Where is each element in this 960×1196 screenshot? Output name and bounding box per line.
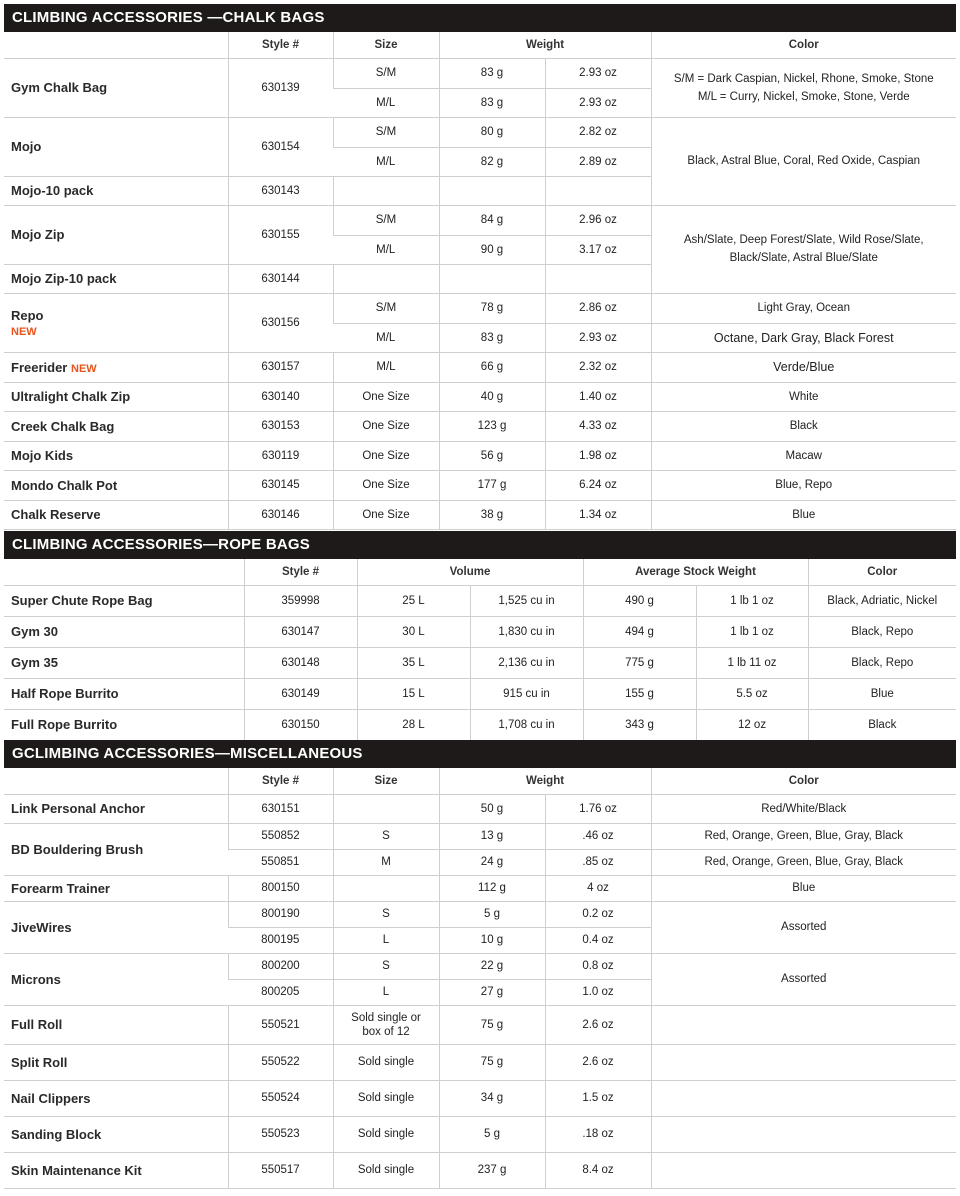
color-cell: Red, Orange, Green, Blue, Gray, Black xyxy=(651,823,956,849)
weight-grams: 5 g xyxy=(439,901,545,927)
weight-grams: 494 g xyxy=(583,616,696,647)
weight-grams: 50 g xyxy=(439,794,545,823)
weight-grams: 80 g xyxy=(439,117,545,147)
color-cell: Black xyxy=(808,709,956,740)
color-cell: Black, Repo xyxy=(808,616,956,647)
style-number: 550523 xyxy=(228,1116,333,1152)
weight-grams: 155 g xyxy=(583,678,696,709)
product-name-cell xyxy=(4,352,228,382)
weight-grams: 490 g xyxy=(583,585,696,616)
style-number: 630153 xyxy=(228,411,333,441)
size: S/M xyxy=(333,205,439,235)
header-volume: Volume xyxy=(357,559,583,585)
style-number: 550521 xyxy=(228,1005,333,1044)
weight-ounces: .46 oz xyxy=(545,823,651,849)
product-name: Link Personal Anchor xyxy=(4,794,228,823)
weight-grams xyxy=(439,264,545,293)
color-line: Black/Slate, Astral Blue/Slate xyxy=(729,252,878,264)
header-style: Style # xyxy=(228,32,333,58)
weight-grams: 177 g xyxy=(439,470,545,500)
color-cell: Macaw xyxy=(651,441,956,470)
product-name: Skin Maintenance Kit xyxy=(4,1152,228,1188)
color-cell: Assorted xyxy=(651,953,956,1005)
weight-grams: 24 g xyxy=(439,849,545,875)
header-size: Size xyxy=(333,32,439,58)
table-row xyxy=(4,1080,956,1116)
weight-grams: 78 g xyxy=(439,293,545,323)
weight-ounces: 4 oz xyxy=(545,875,651,901)
weight-grams: 38 g xyxy=(439,500,545,529)
weight-ounces: 2.89 oz xyxy=(545,147,651,176)
size: S/M xyxy=(333,58,439,88)
weight-grams: 237 g xyxy=(439,1152,545,1188)
table-row xyxy=(4,953,956,979)
table-header-row xyxy=(4,559,956,585)
product-name: Half Rope Burrito xyxy=(4,678,244,709)
table-row xyxy=(4,647,956,678)
header-weight: Weight xyxy=(439,32,651,58)
style-number: 630144 xyxy=(228,264,333,293)
header-size: Size xyxy=(333,768,439,794)
table-row xyxy=(4,585,956,616)
style-number: 630149 xyxy=(244,678,357,709)
weight-ounces: 2.6 oz xyxy=(545,1044,651,1080)
misc-section xyxy=(4,740,956,1189)
color-line: M/L = Curry, Nickel, Smoke, Stone, Verde xyxy=(697,90,910,103)
style-number: 550522 xyxy=(228,1044,333,1080)
size: S xyxy=(333,823,439,849)
product-name: Mojo Kids xyxy=(4,441,228,470)
color-cell: Light Gray, Ocean xyxy=(651,293,956,323)
header-color: Color xyxy=(651,768,956,794)
weight-ounces: 2.82 oz xyxy=(545,117,651,147)
weight-ounces: 2.93 oz xyxy=(545,58,651,88)
style-number: 800205 xyxy=(228,979,333,1005)
table-row xyxy=(4,293,956,323)
product-name: Gym Chalk Bag xyxy=(4,58,228,117)
weight-grams: 83 g xyxy=(439,88,545,117)
weight-ounces: 6.24 oz xyxy=(545,470,651,500)
weight-ounces: 1.34 oz xyxy=(545,500,651,529)
weight-grams: 56 g xyxy=(439,441,545,470)
size-line: Sold single or xyxy=(351,1011,421,1024)
weight-ounces: 1.0 oz xyxy=(545,979,651,1005)
weight-ounces: 0.2 oz xyxy=(545,901,651,927)
size: S/M xyxy=(333,293,439,323)
size: One Size xyxy=(333,441,439,470)
weight-ounces: 2.6 oz xyxy=(545,1005,651,1044)
product-name: Chalk Reserve xyxy=(4,500,228,529)
product-name: Mojo Zip xyxy=(4,205,228,264)
color-cell xyxy=(651,1152,956,1188)
header-color: Color xyxy=(808,559,956,585)
weight-ounces: 2.96 oz xyxy=(545,205,651,235)
style-number: 630154 xyxy=(228,117,333,176)
color-cell xyxy=(651,1044,956,1080)
style-number: 630140 xyxy=(228,382,333,411)
product-name: Nail Clippers xyxy=(4,1080,228,1116)
size: M/L xyxy=(333,323,439,352)
chalk-bags-section xyxy=(4,4,956,530)
weight-grams: 10 g xyxy=(439,927,545,953)
size xyxy=(333,176,439,205)
table-row xyxy=(4,1005,956,1044)
chalk-bags-table xyxy=(4,32,956,530)
size: Sold single xyxy=(333,1080,439,1116)
weight-ounces: 1.5 oz xyxy=(545,1080,651,1116)
product-name: Creek Chalk Bag xyxy=(4,411,228,441)
weight-ounces: 1.98 oz xyxy=(545,441,651,470)
style-number: 550524 xyxy=(228,1080,333,1116)
rope-bags-section xyxy=(4,531,956,741)
weight-grams: 5 g xyxy=(439,1116,545,1152)
weight-imperial: 1 lb 1 oz xyxy=(696,616,808,647)
new-badge: NEW xyxy=(11,325,37,338)
product-name: Mojo xyxy=(4,117,228,176)
volume-cubic-inches: 915 cu in xyxy=(470,678,583,709)
product-name: Mondo Chalk Pot xyxy=(4,470,228,500)
weight-grams: 343 g xyxy=(583,709,696,740)
weight-imperial: 12 oz xyxy=(696,709,808,740)
weight-imperial: 5.5 oz xyxy=(696,678,808,709)
size: L xyxy=(333,979,439,1005)
product-name: Full Roll xyxy=(4,1005,228,1044)
header-style: Style # xyxy=(228,768,333,794)
size: S xyxy=(333,953,439,979)
style-number: 630148 xyxy=(244,647,357,678)
header-style: Style # xyxy=(244,559,357,585)
weight-ounces: 0.4 oz xyxy=(545,927,651,953)
volume-liters: 15 L xyxy=(357,678,470,709)
table-row xyxy=(4,205,956,235)
table-row xyxy=(4,58,956,88)
table-row xyxy=(4,823,956,849)
product-name: Full Rope Burrito xyxy=(4,709,244,740)
style-number: 630143 xyxy=(228,176,333,205)
table-row xyxy=(4,500,956,529)
table-row xyxy=(4,382,956,411)
product-name: JiveWires xyxy=(4,901,228,953)
size: M/L xyxy=(333,352,439,382)
weight-grams: 82 g xyxy=(439,147,545,176)
header-product xyxy=(4,32,228,58)
table-row xyxy=(4,1152,956,1188)
weight-grams: 75 g xyxy=(439,1044,545,1080)
table-row xyxy=(4,411,956,441)
weight-imperial: 1 lb 1 oz xyxy=(696,585,808,616)
product-name: Ultralight Chalk Zip xyxy=(4,382,228,411)
style-number: 630119 xyxy=(228,441,333,470)
volume-liters: 28 L xyxy=(357,709,470,740)
color-cell: Black xyxy=(651,411,956,441)
color-cell: Assorted xyxy=(651,901,956,953)
weight-grams xyxy=(439,176,545,205)
size: S/M xyxy=(333,117,439,147)
color-cell xyxy=(651,58,956,117)
weight-ounces: .18 oz xyxy=(545,1116,651,1152)
weight-imperial: 1 lb 11 oz xyxy=(696,647,808,678)
style-number: 630156 xyxy=(228,293,333,352)
weight-ounces: 1.76 oz xyxy=(545,794,651,823)
style-number: 630147 xyxy=(244,616,357,647)
table-header-row xyxy=(4,768,956,794)
volume-liters: 35 L xyxy=(357,647,470,678)
table-row xyxy=(4,901,956,927)
weight-grams: 27 g xyxy=(439,979,545,1005)
color-cell xyxy=(651,1005,956,1044)
weight-ounces: 2.32 oz xyxy=(545,352,651,382)
volume-liters: 25 L xyxy=(357,585,470,616)
weight-ounces: 2.93 oz xyxy=(545,88,651,117)
style-number: 800195 xyxy=(228,927,333,953)
product-name: Forearm Trainer xyxy=(4,875,228,901)
weight-ounces xyxy=(545,176,651,205)
product-name: Gym 35 xyxy=(4,647,244,678)
table-row xyxy=(4,875,956,901)
color-cell: Red, Orange, Green, Blue, Gray, Black xyxy=(651,849,956,875)
product-name: Gym 30 xyxy=(4,616,244,647)
color-cell: Verde/Blue xyxy=(651,352,956,382)
rope-bags-table xyxy=(4,559,956,741)
header-weight: Weight xyxy=(439,768,651,794)
size: M/L xyxy=(333,147,439,176)
weight-ounces: 8.4 oz xyxy=(545,1152,651,1188)
product-name: Sanding Block xyxy=(4,1116,228,1152)
volume-cubic-inches: 2,136 cu in xyxy=(470,647,583,678)
weight-ounces: .85 oz xyxy=(545,849,651,875)
new-badge: NEW xyxy=(71,362,97,375)
weight-ounces: 1.40 oz xyxy=(545,382,651,411)
weight-grams: 83 g xyxy=(439,58,545,88)
product-name: Freerider xyxy=(11,359,68,375)
product-name-cell xyxy=(4,293,228,352)
weight-grams: 83 g xyxy=(439,323,545,352)
weight-ounces: 4.33 oz xyxy=(545,411,651,441)
product-name: BD Bouldering Brush xyxy=(4,823,228,875)
table-row xyxy=(4,616,956,647)
weight-grams: 90 g xyxy=(439,235,545,264)
size: Sold single xyxy=(333,1116,439,1152)
color-cell: Blue, Repo xyxy=(651,470,956,500)
color-cell: Black, Adriatic, Nickel xyxy=(808,585,956,616)
color-line: Ash/Slate, Deep Forest/Slate, Wild Rose/Slate, xyxy=(683,234,924,246)
size: M/L xyxy=(333,88,439,117)
weight-grams: 75 g xyxy=(439,1005,545,1044)
size xyxy=(333,875,439,901)
style-number: 359998 xyxy=(244,585,357,616)
style-number: 550851 xyxy=(228,849,333,875)
weight-grams: 40 g xyxy=(439,382,545,411)
weight-ounces: 2.86 oz xyxy=(545,293,651,323)
size: S xyxy=(333,901,439,927)
table-row xyxy=(4,117,956,147)
weight-ounces: 3.17 oz xyxy=(545,235,651,264)
table-row xyxy=(4,1044,956,1080)
size: One Size xyxy=(333,500,439,529)
size-line: box of 12 xyxy=(362,1025,410,1038)
size: Sold single xyxy=(333,1044,439,1080)
volume-liters: 30 L xyxy=(357,616,470,647)
table-row xyxy=(4,470,956,500)
weight-grams: 123 g xyxy=(439,411,545,441)
color-cell: Black, Repo xyxy=(808,647,956,678)
style-number: 630145 xyxy=(228,470,333,500)
table-row xyxy=(4,794,956,823)
size: M/L xyxy=(333,235,439,264)
product-name: Mojo Zip-10 pack xyxy=(4,264,228,293)
table-row xyxy=(4,709,956,740)
size: Sold single xyxy=(333,1152,439,1188)
header-product xyxy=(4,559,244,585)
header-color: Color xyxy=(651,32,956,58)
header-product xyxy=(4,768,228,794)
style-number: 550852 xyxy=(228,823,333,849)
color-cell: Blue xyxy=(808,678,956,709)
size xyxy=(333,1005,439,1044)
style-number: 630151 xyxy=(228,794,333,823)
weight-ounces: 2.93 oz xyxy=(545,323,651,352)
color-cell: Blue xyxy=(651,875,956,901)
style-number: 800200 xyxy=(228,953,333,979)
weight-grams: 13 g xyxy=(439,823,545,849)
color-cell xyxy=(651,1080,956,1116)
weight-ounces: 0.8 oz xyxy=(545,953,651,979)
table-row xyxy=(4,1116,956,1152)
style-number: 630139 xyxy=(228,58,333,117)
size xyxy=(333,794,439,823)
style-number: 550517 xyxy=(228,1152,333,1188)
size: One Size xyxy=(333,470,439,500)
color-cell xyxy=(651,205,956,293)
weight-grams: 775 g xyxy=(583,647,696,678)
misc-table xyxy=(4,768,956,1189)
color-cell: White xyxy=(651,382,956,411)
rope-bags-title: CLIMBING ACCESSORIES—ROPE BAGS xyxy=(4,531,956,559)
size: M xyxy=(333,849,439,875)
volume-cubic-inches: 1,830 cu in xyxy=(470,616,583,647)
color-line: S/M = Dark Caspian, Nickel, Rhone, Smoke, Stone xyxy=(673,72,934,85)
volume-cubic-inches: 1,525 cu in xyxy=(470,585,583,616)
color-cell: Blue xyxy=(651,500,956,529)
product-name: Mojo-10 pack xyxy=(4,176,228,205)
product-name: Microns xyxy=(4,953,228,1005)
style-number: 800150 xyxy=(228,875,333,901)
misc-title: GCLIMBING ACCESSORIES—MISCELLANEOUS xyxy=(4,740,956,768)
weight-grams: 112 g xyxy=(439,875,545,901)
style-number: 800190 xyxy=(228,901,333,927)
table-row xyxy=(4,352,956,382)
weight-grams: 22 g xyxy=(439,953,545,979)
product-name: Split Roll xyxy=(4,1044,228,1080)
size: One Size xyxy=(333,382,439,411)
color-cell xyxy=(651,1116,956,1152)
table-row xyxy=(4,678,956,709)
product-name: Super Chute Rope Bag xyxy=(4,585,244,616)
style-number: 630150 xyxy=(244,709,357,740)
product-name: Repo xyxy=(11,307,44,323)
style-number: 630157 xyxy=(228,352,333,382)
weight-grams: 34 g xyxy=(439,1080,545,1116)
size: One Size xyxy=(333,411,439,441)
header-weight: Average Stock Weight xyxy=(583,559,808,585)
table-header-row xyxy=(4,32,956,58)
table-row xyxy=(4,441,956,470)
size xyxy=(333,264,439,293)
size: L xyxy=(333,927,439,953)
volume-cubic-inches: 1,708 cu in xyxy=(470,709,583,740)
color-cell: Octane, Dark Gray, Black Forest xyxy=(651,323,956,352)
color-cell: Black, Astral Blue, Coral, Red Oxide, Caspian xyxy=(651,117,956,205)
color-cell: Red/White/Black xyxy=(651,794,956,823)
weight-ounces xyxy=(545,264,651,293)
chalk-bags-title: CLIMBING ACCESSORIES —CHALK BAGS xyxy=(4,4,956,32)
weight-grams: 84 g xyxy=(439,205,545,235)
style-number: 630146 xyxy=(228,500,333,529)
weight-grams: 66 g xyxy=(439,352,545,382)
style-number: 630155 xyxy=(228,205,333,264)
